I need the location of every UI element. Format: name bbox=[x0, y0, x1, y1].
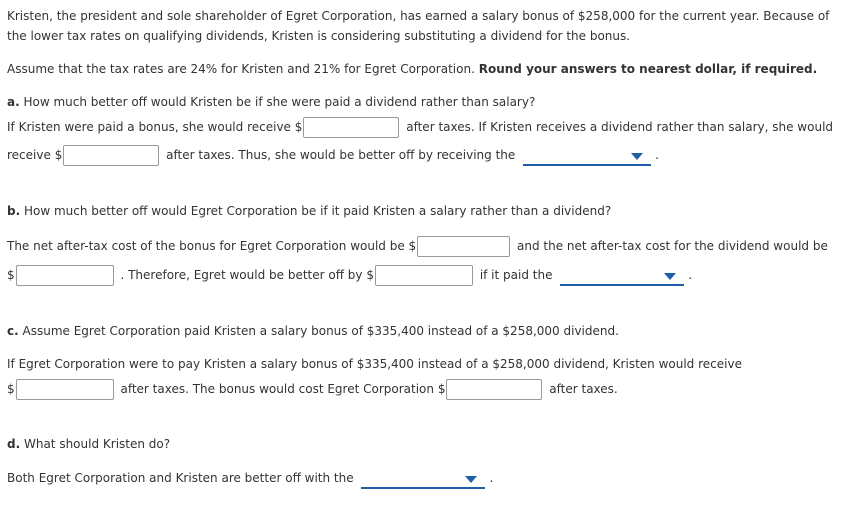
part-c-sentence-2 bbox=[7, 378, 618, 400]
part-c-label: c. bbox=[7, 324, 19, 338]
part-c-s2-mid: after taxes. The bonus would cost Egret Corporation bbox=[120, 382, 434, 396]
part-c-kristen-receive-input[interactable] bbox=[16, 379, 114, 400]
part-a-label: a. bbox=[7, 95, 20, 109]
part-c-question-text: Assume Egret Corporation paid Kristen a salary bonus of $335,400 instead of a $258,000 dividend. bbox=[22, 324, 619, 338]
part-b-dividend-cost-input[interactable] bbox=[16, 265, 114, 286]
part-a-bonus-after-tax-input[interactable] bbox=[303, 117, 399, 138]
part-a-s2-pre: receive bbox=[7, 148, 51, 162]
part-c-sentence-1: If Egret Corporation were to pay Kristen a salary bonus of $335,400 instead of a $258,000 dividend, Kristen would receive bbox=[7, 357, 742, 371]
rounding-instruction: Round your answers to nearest dollar, if required. bbox=[478, 62, 818, 76]
part-a-s2-post: after taxes. Thus, she would be better off by receiving the bbox=[166, 148, 516, 162]
part-b-label: b. bbox=[7, 204, 21, 218]
part-d-question-text: What should Kristen do? bbox=[23, 437, 171, 451]
part-a-s1-post: after taxes. If Kristen receives a dividend rather than salary, she would bbox=[406, 120, 834, 134]
currency-symbol: $ bbox=[408, 239, 417, 253]
currency-symbol: $ bbox=[294, 120, 303, 134]
dropdown-arrow-icon bbox=[465, 476, 477, 483]
part-d-choice-dropdown[interactable] bbox=[361, 469, 485, 489]
part-a-question bbox=[7, 94, 535, 110]
part-a-choice-dropdown[interactable] bbox=[523, 146, 651, 166]
part-a-sentence-2 bbox=[7, 144, 659, 166]
part-a-sentence-1 bbox=[7, 116, 833, 138]
intro-line-2: the lower tax rates on qualifying dividends, Kristen is considering substituting a dividend for the bonus. bbox=[7, 29, 631, 43]
part-b-s2-post: if it paid the bbox=[479, 268, 553, 282]
dropdown-arrow-icon bbox=[631, 153, 643, 160]
part-b-question-text: How much better off would Egret Corporation be if it paid Kristen a salary rather than a dividend? bbox=[23, 204, 612, 218]
assumption-text bbox=[7, 61, 817, 77]
part-a-dividend-after-tax-input[interactable] bbox=[63, 145, 159, 166]
part-d-question bbox=[7, 436, 170, 452]
part-c-question bbox=[7, 323, 619, 339]
part-b-bonus-cost-input[interactable] bbox=[417, 236, 510, 257]
part-b-s1-pre: The net after-tax cost of the bonus for Egret Corporation would be bbox=[7, 239, 405, 253]
intro-line-1: Kristen, the president and sole shareholder of Egret Corporation, has earned a salary bonus of $258,000 for the current year. Because of bbox=[7, 9, 830, 23]
period: . bbox=[688, 268, 693, 282]
period: . bbox=[489, 471, 494, 485]
part-c-egret-cost-input[interactable] bbox=[446, 379, 542, 400]
dropdown-arrow-icon bbox=[664, 273, 676, 280]
part-a-question-text: How much better off would Kristen be if she were paid a dividend rather than salary? bbox=[23, 95, 536, 109]
currency-symbol: $ bbox=[366, 268, 374, 282]
part-d-sentence-1 bbox=[7, 467, 493, 489]
part-b-question bbox=[7, 203, 611, 219]
assumption-rates: Assume that the tax rates are 24% for Kristen and 21% for Egret Corporation. bbox=[7, 62, 475, 76]
part-b-s1-post: and the net after-tax cost for the dividend would be bbox=[517, 239, 828, 253]
currency-symbol: $ bbox=[437, 382, 446, 396]
period: . bbox=[655, 148, 659, 162]
part-b-savings-input[interactable] bbox=[375, 265, 473, 286]
part-b-choice-dropdown[interactable] bbox=[560, 266, 684, 286]
part-d-label: d. bbox=[7, 437, 21, 451]
currency-symbol: $ bbox=[7, 382, 15, 396]
currency-symbol: $ bbox=[7, 268, 15, 282]
part-b-sentence-1 bbox=[7, 235, 828, 257]
part-d-s1: Both Egret Corporation and Kristen are better off with the bbox=[7, 471, 354, 485]
part-a-s1-pre: If Kristen were paid a bonus, she would receive bbox=[7, 120, 291, 134]
part-b-s2-mid: . Therefore, Egret would be better off by bbox=[120, 268, 363, 282]
currency-symbol: $ bbox=[54, 148, 63, 162]
part-b-sentence-2 bbox=[7, 264, 692, 286]
part-c-s2-post: after taxes. bbox=[549, 382, 618, 396]
